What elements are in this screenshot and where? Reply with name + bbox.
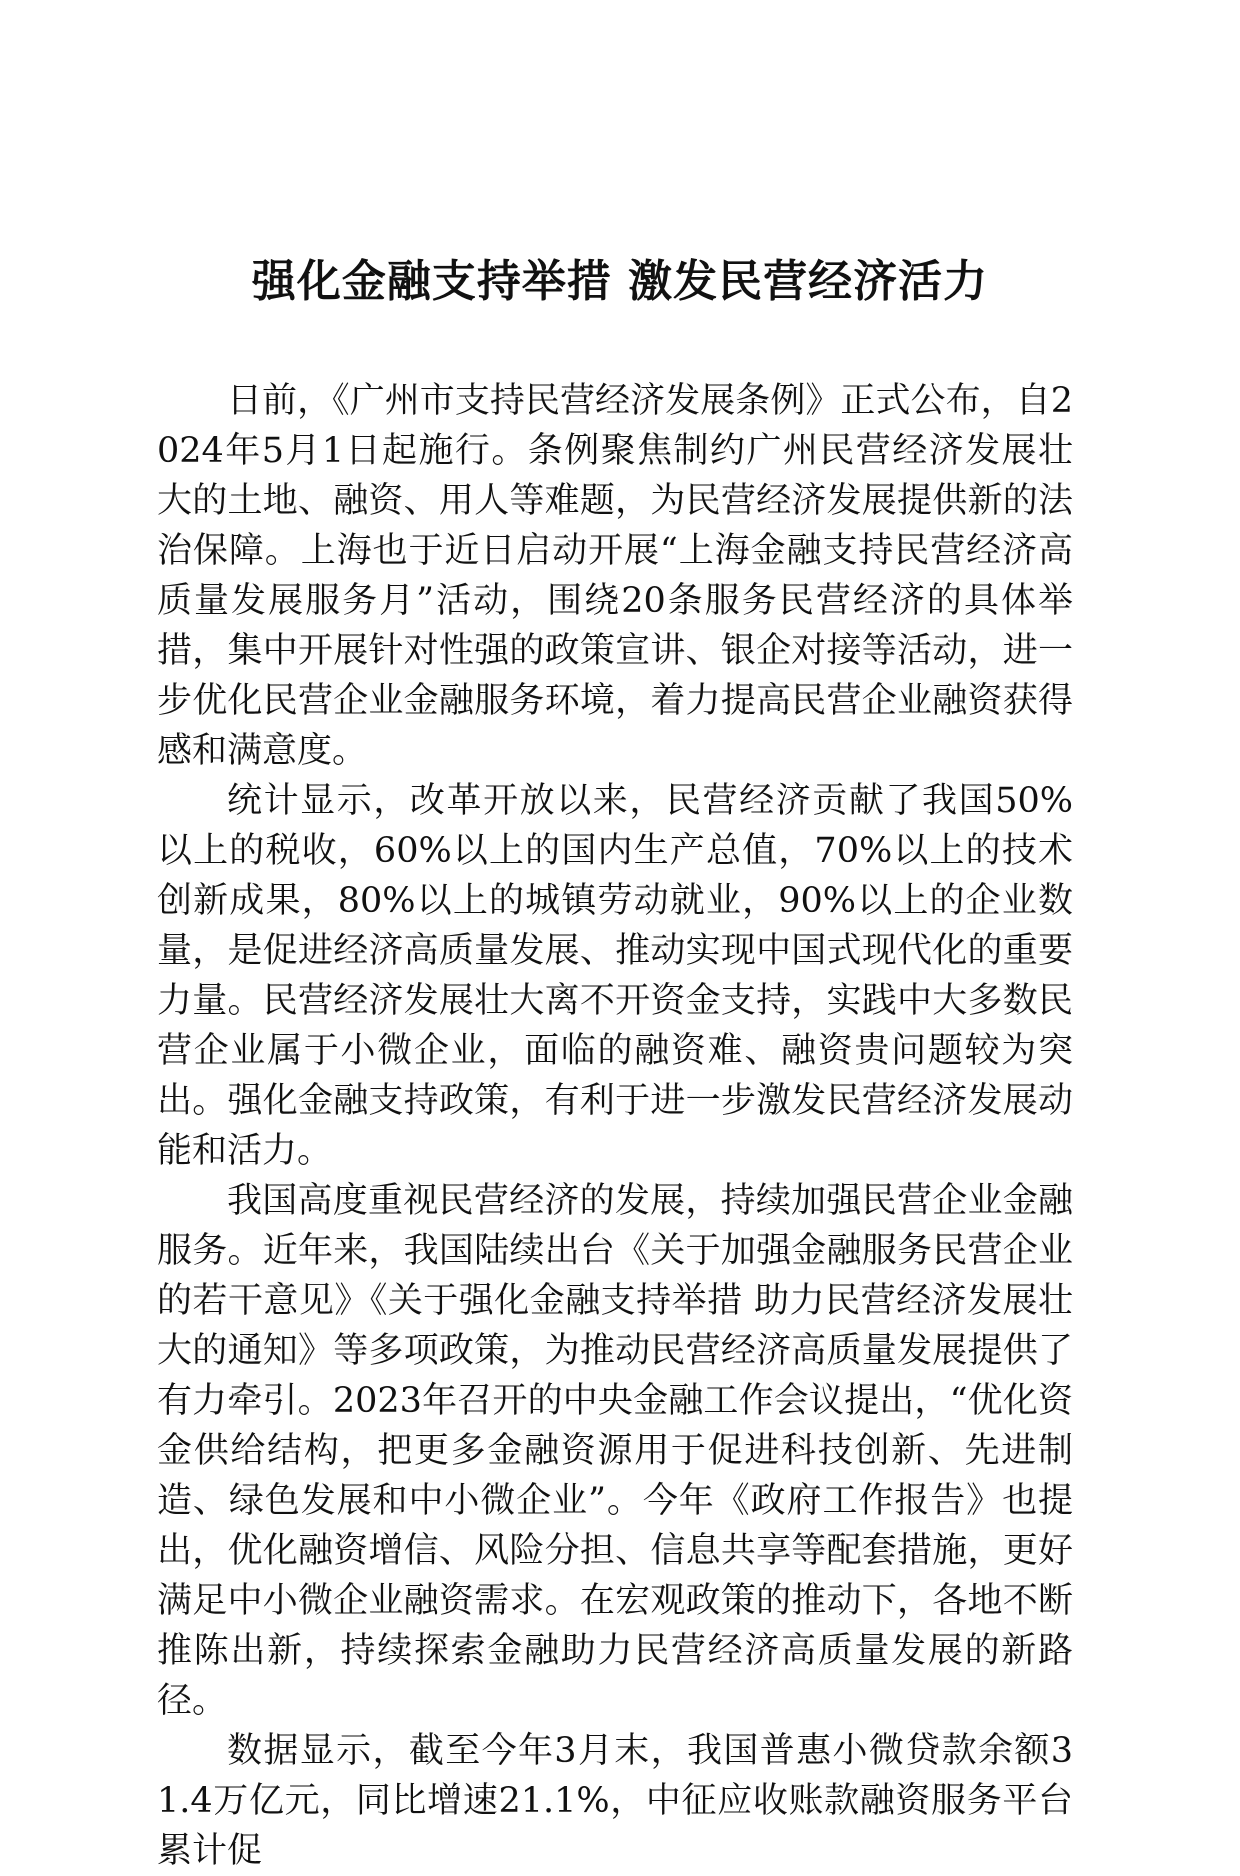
document-title: 强化金融支持举措 激发民营经济活力 (251, 256, 989, 307)
document-body (157, 376, 1073, 1876)
paragraph-1: 日前，《广州市支持民营经济发展条例》正式公布，自2024年5月1日起施行。条例聚焦制约广州民营经济发展壮大的土地、融资、用人等难题，为民营经济发展提供新的法治保障。上海也于近日启动开展“上海金融支持民营经济高质量发展服务月”活动，围绕20条服务民营经济的具体举措，集中开展针对性强的政策宣讲、银企对接等活动，进一步优化民营企业金融服务环境，着力提高民营企业融资获得感和满意度。 (157, 381, 1073, 771)
paragraph-2: 统计显示，改革开放以来，民营经济贡献了我国50%以上的税收，60%以上的国内生产总值，70%以上的技术创新成果，80%以上的城镇劳动就业，90%以上的企业数量，是促进经济高质量发展、推动实现中国式现代化的重要力量。民营经济发展壮大离不开资金支持，实践中大多数民营企业属于小微企业，面临的融资难、融资贵问题较为突出。强化金融支持政策，有利于进一步激发民营经济发展动能和活力。 (157, 781, 1073, 1171)
paragraph-4: 数据显示，截至今年3月末，我国普惠小微贷款余额31.4万亿元，同比增速21.1%，中征应收账款融资服务平台累计促 (157, 1731, 1073, 1871)
paragraph-3: 我国高度重视民营经济的发展，持续加强民营企业金融服务。近年来，我国陆续出台《关于加强金融服务民营企业的若干意见》《关于强化金融支持举措 助力民营经济发展壮大的通知》等多项政策，为推动民营经济高质量发展提供了有力牵引。2023年召开的中央金融工作会议提出，“优化资金供给结构，把更多金融资源用于促进科技创新、先进制造、绿色发展和中小微企业”。今年《政府工作报告》也提出，优化融资增信、风险分担、信息共享等配套措施，更好满足中小微企业融资需求。在宏观政策的推动下，各地不断推陈出新，持续探索金融助力民营经济高质量发展的新路径。 (157, 1181, 1073, 1721)
